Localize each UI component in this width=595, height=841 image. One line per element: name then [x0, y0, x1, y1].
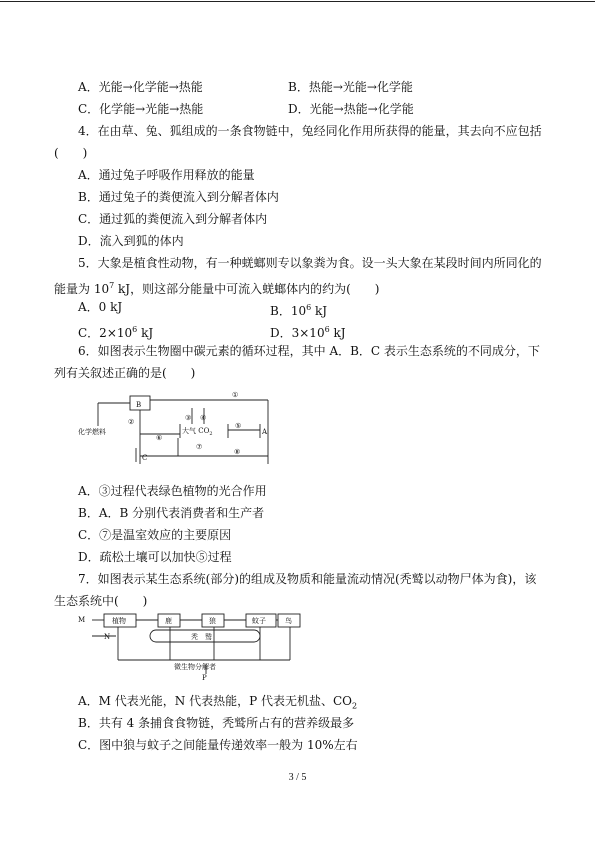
plant-label: 植物 [112, 617, 126, 625]
air-co2-label: 大气 $CO_2$ [182, 427, 213, 437]
q6-option-a: A．③过程代表绿色植物的光合作用 [78, 484, 267, 498]
q4-option-b: B．通过兔子的粪便流入到分解者体内 [78, 190, 279, 204]
label-7: ⑦ [196, 443, 203, 451]
label-1: ① [232, 391, 239, 399]
q4-stem: 4．在由草、兔、狐组成的一条食物链中，兔经同化作用所获得的能量，其去向不应包括 [78, 124, 542, 138]
wolf-label: 狼 [209, 617, 216, 625]
q3-option-b: B．热能→光能→化学能 [288, 80, 413, 94]
mosquito-label: 蚊子 [252, 617, 266, 625]
q6-option-c: C．⑦是温室效应的主要原因 [78, 528, 232, 542]
q5-option-d: D．$3\times 10^6$ kJ [270, 325, 346, 340]
q4-option-c: C．通过狐的粪便流入到分解者体内 [78, 212, 268, 226]
q5-option-a: A．0 kJ [78, 300, 123, 314]
q5-stem: 5．大象是植食性动物，有一种蜣螂则专以象粪为食。设一头大象在某段时间内所同化的 [78, 256, 542, 270]
q4-option-d: D．流入到狐的体内 [78, 234, 184, 248]
n-label: N [104, 633, 111, 641]
header-rule [0, 1, 595, 2]
vulture-label: 秃 鹫 [191, 633, 212, 641]
q7-stem: 7．如图表示某生态系统(部分)的组成及物质和能量流动情况(秃鹫以动物尸体为食)，该 [78, 572, 537, 586]
q4-answer-blank: ( ) [54, 146, 88, 160]
label-3: ③ [185, 414, 192, 422]
q7-option-a: A．M 代表光能，N 代表热能，P 代表无机盐、$CO_2$ [78, 694, 358, 711]
decomposer-label: 微生物分解者 [174, 663, 216, 671]
q3-option-a: A．光能→化学能→热能 [78, 80, 203, 94]
label-5: ⑤ [235, 422, 242, 430]
deer-label: 鹿 [165, 617, 172, 625]
fuel-label: 化学燃料 [78, 428, 106, 436]
box-b-label: B [136, 401, 142, 409]
q6-stem-line2: 列有关叙述正确的是( ) [54, 366, 196, 380]
q6-stem: 6．如图表示生物圈中碳元素的循环过程，其中 A．B．C 表示生态系统的不同成分，下 [78, 344, 540, 358]
label-6: ⑥ [156, 434, 163, 442]
food-web-diagram [78, 612, 308, 682]
box-c-label: C [142, 454, 148, 462]
q7-stem-line2: 生态系统中( ) [54, 594, 148, 608]
p-label: P [202, 674, 207, 682]
q5-stem-line2: 能量为 $10^7$ kJ，则这部分能量中可流入蜣螂体内的约为( ) [54, 281, 380, 296]
q5-option-c: C．$2\times 10^6$ kJ [78, 325, 154, 340]
box-a-label: A [262, 428, 268, 436]
carbon-cycle-diagram [78, 386, 278, 468]
label-4: ④ [200, 414, 207, 422]
page-number: 3 / 5 [288, 772, 307, 783]
q3-option-d: D．光能→热能→化学能 [288, 102, 414, 116]
q5-option-b: B．$10^6$ kJ [270, 303, 328, 318]
q7-option-b: B．共有 4 条捕食食物链，秃鹫所占有的营养级最多 [78, 716, 355, 730]
q4-option-a: A．通过兔子呼吸作用释放的能量 [78, 168, 255, 182]
q6-option-d: D．疏松土壤可以加快⑤过程 [78, 550, 232, 564]
label-2: ② [128, 418, 135, 426]
m-label: M [78, 616, 86, 624]
label-8: ⑧ [234, 448, 241, 456]
q7-option-c: C．图中狼与蚊子之间能量传递效率一般为 10%左右 [78, 738, 358, 752]
q3-option-c: C．化学能→光能→热能 [78, 102, 204, 116]
bird-label: 鸟 [285, 617, 292, 625]
q6-option-b: B．A．B 分别代表消费者和生产者 [78, 506, 265, 520]
